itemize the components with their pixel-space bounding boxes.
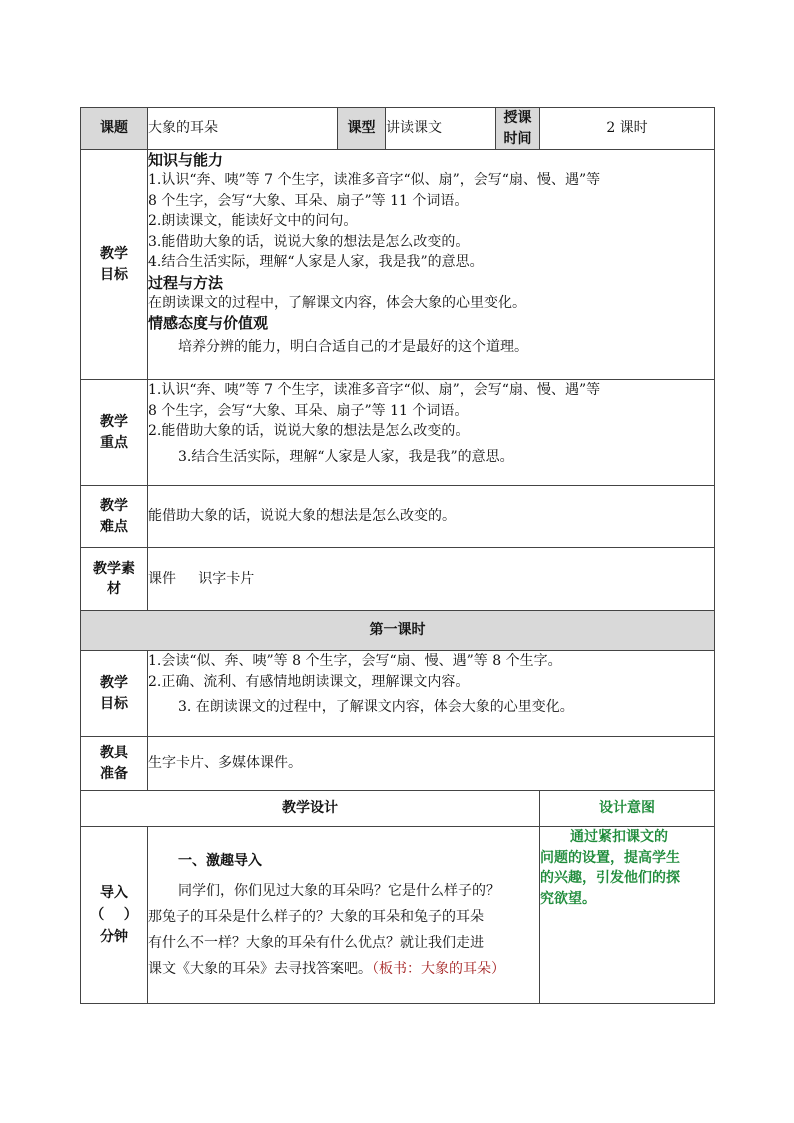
lesson-plan-table (80, 107, 715, 1004)
tools-label (81, 737, 148, 791)
topic-label: 课题 (81, 108, 148, 150)
tools-label-line-2: 准备 (100, 765, 128, 782)
knowledge-line: 1.认识“奔、咦”等 7 个生字，读准多音字“似、扇”，会写“扇、慢、遇”等 (148, 172, 601, 188)
process-heading: 过程与方法 (148, 273, 224, 292)
difficulties-label-line-2: 难点 (100, 518, 128, 535)
design-right-heading: 设计意图 (540, 791, 715, 827)
intro-line: 同学们，你们见过大象的耳朵吗？它是什么样子的？ (178, 883, 500, 899)
materials-label (81, 548, 148, 611)
intro-row (81, 827, 715, 1004)
objectives-row (81, 150, 715, 380)
hours-label-line-1: 授课 (503, 110, 532, 126)
design-left-heading: 教学设计 (81, 791, 540, 827)
first-lesson-goals-row (81, 651, 715, 737)
hours-value: 2 课时 (540, 108, 715, 150)
difficulties-label-line-1: 教学 (100, 498, 128, 514)
intent-line: 问题的设置，提高学生 (540, 849, 680, 866)
intent-line: 的兴趣，引发他们的探 (540, 870, 680, 886)
first-lesson-goals-label-line-2: 目标 (100, 695, 128, 712)
emotion-line: 培养分辨的能力，明白合适自己的才是最好的这个道理。 (178, 339, 528, 355)
difficulties-label (81, 486, 148, 548)
materials-label-line-2: 材 (107, 581, 121, 597)
design-heading-row (81, 791, 715, 827)
intro-content (148, 827, 540, 1004)
knowledge-heading: 知识与能力 (148, 151, 224, 169)
type-value: 讲读课文 (386, 108, 496, 150)
knowledge-line: 2.朗读课文，能读好文中的问句。 (148, 213, 358, 229)
goal-line: 1.会读“似、奔、咦”等 8 个生字，会写“扇、慢、遇”等 8 个生字。 (148, 653, 562, 669)
materials-text: 课件 识字卡片 (148, 548, 715, 611)
emotion-heading: 情感态度与价值观 (148, 314, 269, 332)
goal-line: 3. 在朗读课文的过程中，了解课文内容，体会大象的心里变化。 (178, 699, 574, 715)
knowledge-line: 3.能借助大象的话，说说大象的想法是怎么改变的。 (148, 233, 470, 250)
key-point-line: 8 个生字，会写“大象、耳朵、扇子”等 11 个词语。 (148, 402, 469, 419)
key-point-line: 2.能借助大象的话，说说大象的想法是怎么改变的。 (148, 423, 470, 439)
key-points-label-line-1: 教学 (100, 414, 128, 430)
hours-label (496, 108, 540, 150)
intro-heading: 一、激趣导入 (178, 853, 262, 869)
intent-line: 通过紧扣课文的 (570, 829, 668, 845)
materials-row (81, 548, 715, 611)
type-label: 课型 (338, 108, 386, 150)
intro-line: 课文《大象的耳朵》去寻找答案吧。 (148, 961, 372, 977)
key-points-label (81, 380, 148, 486)
objectives-content (148, 150, 715, 380)
first-lesson-heading: 第一课时 (81, 611, 715, 651)
objectives-label-line-2: 目标 (100, 266, 128, 283)
intro-label-line-3: 分钟 (100, 929, 128, 945)
intro-line: 有什么不一样？大象的耳朵有什么优点？就让我们走进 (148, 935, 484, 951)
first-lesson-heading-row (81, 611, 715, 651)
key-points-label-line-2: 重点 (100, 434, 128, 451)
knowledge-line: 8 个生字，会写“大象、耳朵、扇子”等 11 个词语。 (148, 192, 469, 209)
knowledge-line: 4.结合生活实际，理解“人家是人家，我是我”的意思。 (148, 254, 484, 270)
tools-text: 生字卡片、多媒体课件。 (148, 737, 715, 791)
intro-intent (540, 827, 715, 1004)
intro-line: 那兔子的耳朵是什么样子的？大象的耳朵和兔子的耳朵 (148, 909, 484, 925)
intro-line-last (148, 956, 539, 982)
intro-label-line-1: 导入 (100, 885, 128, 901)
intro-label (81, 827, 148, 1004)
tools-label-line-1: 教具 (100, 745, 128, 761)
tools-row (81, 737, 715, 791)
materials-label-line-1: 教学素 (93, 560, 135, 577)
header-row (81, 108, 715, 150)
key-point-line: 1.认识“奔、咦”等 7 个生字，读准多音字“似、扇”，会写“扇、慢、遇”等 (148, 382, 601, 398)
first-lesson-goals-label-line-1: 教学 (100, 675, 128, 691)
difficulties-row (81, 486, 715, 548)
first-lesson-goals-label (81, 651, 148, 737)
topic-value: 大象的耳朵 (148, 108, 338, 150)
intent-line: 究欲望。 (540, 890, 596, 907)
key-point-line: 3.结合生活实际，理解“人家是人家，我是我”的意思。 (178, 448, 514, 465)
key-points-content (148, 380, 715, 486)
intro-board-note: （板书：大象的耳朵） (372, 961, 505, 977)
process-line: 在朗读课文的过程中，了解课文内容，体会大象的心里变化。 (148, 294, 526, 311)
objectives-label-line-1: 教学 (100, 246, 128, 262)
intro-label-line-2: （ ） (90, 907, 138, 923)
first-lesson-goals-content (148, 651, 715, 737)
objectives-label (81, 150, 148, 380)
difficulties-text: 能借助大象的话，说说大象的想法是怎么改变的。 (148, 486, 715, 548)
goal-line: 2.正确、流利、有感情地朗读课文，理解课文内容。 (148, 673, 470, 690)
key-points-row (81, 380, 715, 486)
hours-label-line-2: 时间 (503, 130, 532, 147)
